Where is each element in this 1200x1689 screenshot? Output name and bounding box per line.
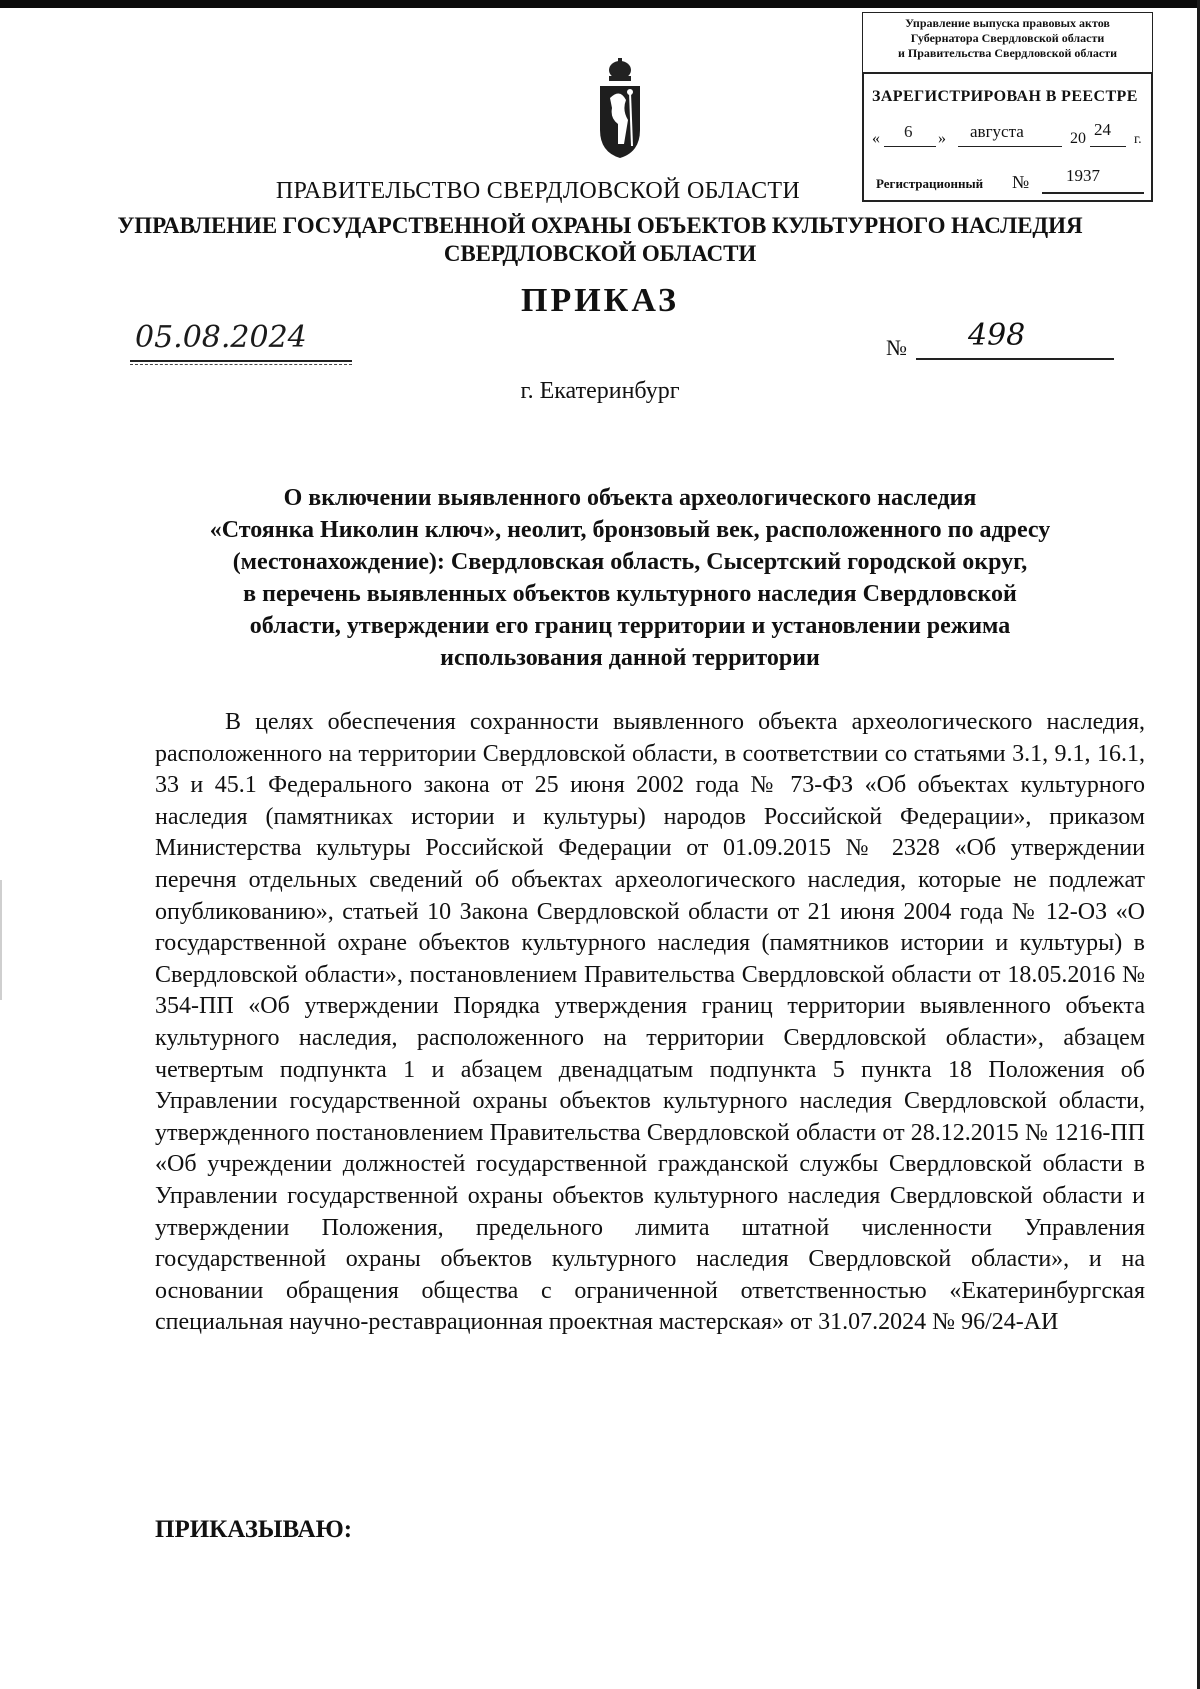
subject-line: использования данной территории	[440, 645, 820, 671]
order-number: 498	[968, 318, 1026, 353]
stamp-date	[872, 120, 1152, 154]
stamp-year-suffix: 24	[1094, 120, 1111, 139]
stamp-registered-label: ЗАРЕГИСТРИРОВАН В РЕЕСТРЕ	[872, 88, 1138, 105]
registration-stamp	[862, 12, 1155, 200]
date-underline-dashed	[130, 364, 352, 365]
subject-line: в перечень выявленных объектов культурного наследия Свердловской	[243, 581, 1017, 607]
department-line: УПРАВЛЕНИЕ ГОСУДАРСТВЕННОЙ ОХРАНЫ ОБЪЕКТОВ КУЛЬТУРНОГО НАСЛЕДИЯ	[117, 213, 1083, 238]
stamp-year-unit: г.	[1134, 132, 1142, 147]
coat-of-arms-icon	[596, 58, 644, 160]
order-subject	[130, 482, 1130, 674]
order-word: ПРИКАЗЫВАЮ:	[155, 1516, 353, 1543]
stamp-month: августа	[970, 122, 1024, 141]
stamp-day: 6	[904, 122, 913, 141]
subject-line: О включении выявленного объекта археологического наследия	[283, 485, 977, 511]
document-type: ПРИКАЗ	[521, 282, 679, 319]
stamp-quote-close: »	[938, 130, 946, 147]
department-title	[0, 212, 1200, 268]
stamp-reg-value: 1937	[1066, 166, 1100, 185]
number-underline	[916, 358, 1114, 360]
scan-top-edge	[0, 0, 1200, 8]
stamp-reg-label: Регистрационный	[876, 176, 984, 191]
government-title: ПРАВИТЕЛЬСТВО СВЕРДЛОВСКОЙ ОБЛАСТИ	[275, 178, 800, 204]
date-underline	[130, 360, 352, 362]
department-line: СВЕРДЛОВСКОЙ ОБЛАСТИ	[443, 241, 757, 266]
stamp-no-sign: №	[1012, 172, 1030, 192]
order-date: 05.08.2024	[135, 320, 307, 355]
stamp-header	[862, 12, 1153, 72]
scan-left-mark	[0, 880, 2, 1000]
subject-line: (местонахождение): Свердловская область, Сысертский городской округ,	[232, 549, 1028, 575]
subject-line: «Стоянка Николин ключ», неолит, бронзовый век, расположенного по адресу	[209, 517, 1051, 543]
stamp-header-line: и Правительства Свердловской области	[898, 46, 1117, 60]
stamp-header-line: Управление выпуска правовых актов	[905, 16, 1110, 30]
subject-line: области, утверждении его границ территории и установлении режима	[249, 613, 1011, 639]
stamp-header-line: Губернатора Свердловской области	[910, 31, 1105, 45]
stamp-year-prefix: 20	[1070, 130, 1086, 147]
stamp-body	[862, 72, 1153, 202]
city: г. Екатеринбург	[520, 378, 680, 404]
body-paragraph: В целях обеспечения сохранности выявленного объекта археологического наследия, расположенного на территории Свердловской области, в соответствии со статьями 3.1, 9.1, 16.1, 33 и 45.1 Федерального закона от 25 июня 2002 года № 73-ФЗ «Об объектах культурного наследия (памятниках истории и культуры) народов Российской Федерации», приказом Министерства культуры Российской Федерации от 01.09.2015 № 2328 «Об утверждении перечня отдельных сведений об объектах археологического наследия, которые не подлежат опубликованию», статьей 10 Закона Свердловской области от 21 июня 2004 года № 12-ОЗ «О государственной охране объектов культурного наследия (памятников истории и культуры) в Свердловской области», постановлением Правительства Свердловской области от 18.05.2016 № 354-ПП «Об утверждении Порядка утверждения границ территории выявленного объекта культурного наследия, расположенного на территории Свердловской области», абзацем четвертым подпункта 1 и абзацем двенадцатым подпункта 5 пункта 18 Положения об Управлении государственной охраны объектов культурного наследия Свердловской области, утвержденного постановлением Правительства Свердловской области от 28.12.2015 № 1216-ПП «Об учреждении должностей государственной гражданской службы Свердловской области в Управлении государственной охраны объектов культурного наследия Свердловской области и утверждении Положения, предельного лимита штатной численности Управления государственной охраны объектов культурного наследия Свердловской области», и на основании обращения общества с ограниченной ответственностью «Екатеринбургская специальная научно-реставрационная проектная мастерская» от 31.07.2024 № 96/24-АИ	[155, 709, 1145, 1336]
stamp-quote-open: «	[872, 130, 880, 147]
stamp-reg-number	[876, 166, 1146, 198]
order-number-label: №	[886, 335, 907, 360]
